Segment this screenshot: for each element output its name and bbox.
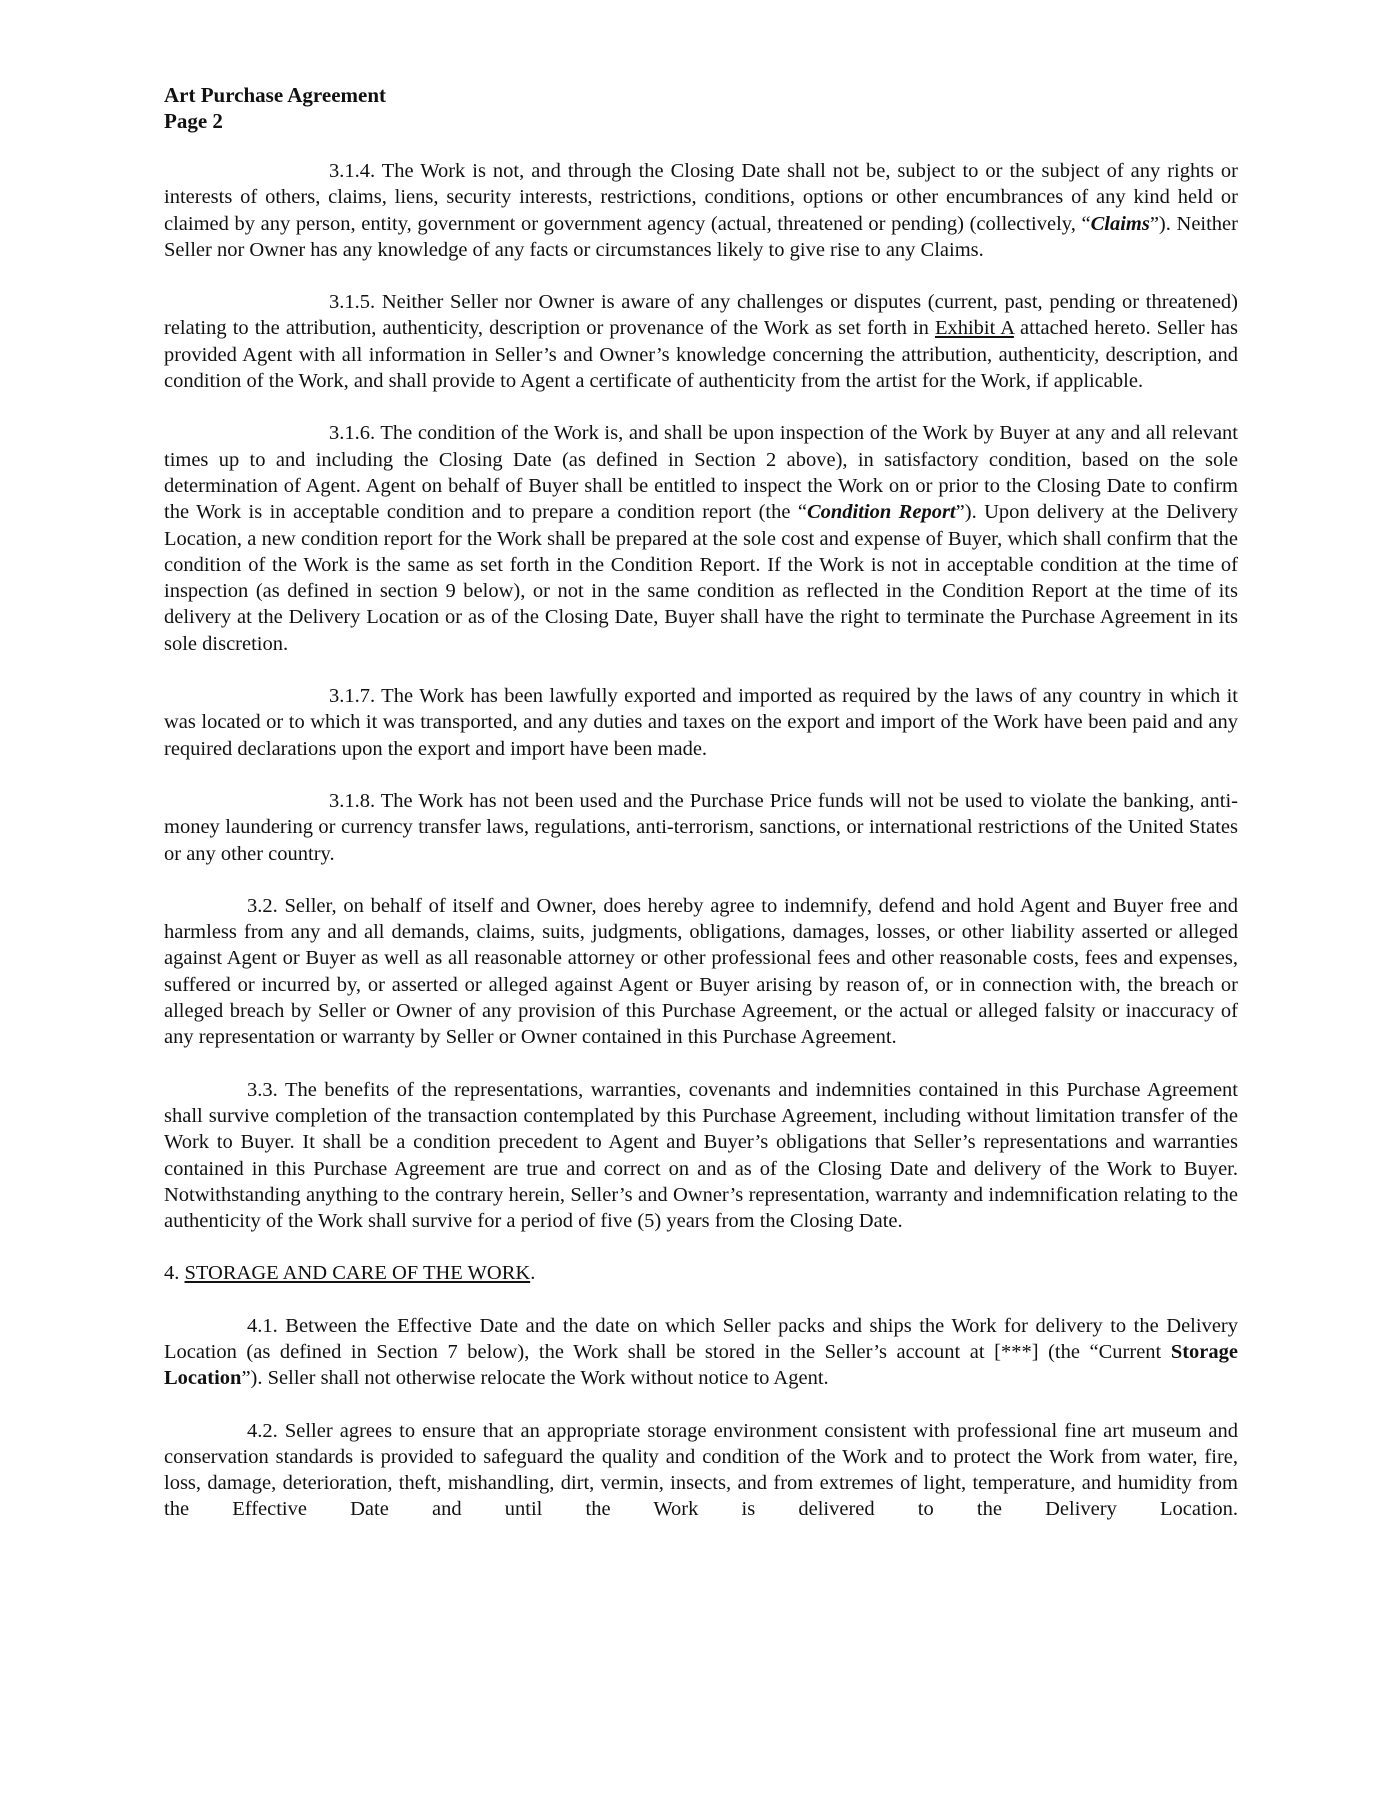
section-number: 4. bbox=[164, 1262, 180, 1285]
clause-text: The Work is not, and through the Closing Date shall not be, subject to or the subject of any rights or interests of others, claims, liens, security interests, restrictions, conditions, options or other encumbrances of any kind held or claimed by any person, entity, government or government agency (actual, threatened or pending) (collectively, “ bbox=[164, 160, 1238, 235]
clause-number: 4.1. bbox=[247, 1314, 278, 1337]
document-page bbox=[164, 82, 1238, 1523]
section-title-trail: . bbox=[530, 1262, 536, 1285]
clause-text: The Work has been lawfully exported and imported as required by the laws of any country in which it was located or to which it was transported, and any duties and taxes on the export and import of the Work have been paid and any required declarations upon the export and import have been made. bbox=[164, 685, 1238, 760]
clause-text: Seller agrees to ensure that an appropriate storage environment consistent with professional fine art museum and conservation standards is provided to safeguard the quality and condition of the Work and to protect the Work from water, fire, loss, damage, deterioration, theft, mishandling, dirt, vermin, insects, and from extremes of light, temperature, and humidity from the Effective Date and until the Work is delivered to the Delivery Location. bbox=[164, 1419, 1239, 1521]
defined-term-condition-report: Condition Report bbox=[806, 501, 956, 524]
clause-3-1-4 bbox=[164, 158, 1238, 263]
section-title: STORAGE AND CARE OF THE WORK bbox=[184, 1262, 531, 1285]
clause-3-2 bbox=[164, 893, 1238, 1051]
clause-number: 3.1.7. bbox=[329, 685, 376, 708]
page-number: Page 2 bbox=[164, 109, 223, 133]
clause-number: 3.1.5. bbox=[329, 291, 376, 314]
clause-number: 4.2. bbox=[247, 1419, 278, 1442]
clause-text: The Work has not been used and the Purchase Price funds will not be used to violate the banking, anti-money laundering or currency transfer laws, regulations, anti-terrorism, sanctions, or international restrictions of the United States or any other country. bbox=[164, 789, 1238, 865]
clause-text: ”). Seller shall not otherwise relocate the Work without notice to Agent. bbox=[241, 1367, 829, 1390]
clause-text: Neither Seller nor Owner is aware of any challenges or disputes (current, past, pending or threatened) relating to the attribution, authenticity, description or provenance of the Work as set forth in bbox=[164, 291, 1238, 340]
clause-text: attached hereto. Seller has provided Agent with all information in Seller’s and Owner’s knowledge concerning the attribution, authenticity, description, and condition of the Work, and shall provide to Agent a certificate of authenticity from the artist for the Work, if applicable. bbox=[164, 317, 1239, 393]
clause-number: 3.1.4. bbox=[329, 160, 376, 182]
clause-text: Seller, on behalf of itself and Owner, does hereby agree to indemnify, defend and hold Agent and Buyer free and harmless from any and all demands, claims, suits, judgments, obligations, damages, losses, or other liability asserted or alleged against Agent or Buyer as well as all reasonable attorney or other professional fees and other reasonable costs, fees and expenses, suffered or incurred by, or asserted or alleged against Agent or Buyer arising by reason of, or in connection with, the breach or alleged breach by Seller or Owner of any provision of this Purchase Agreement, or the actual or alleged falsity or inaccuracy of any representation or warranty by Seller or Owner contained in this Purchase Agreement. bbox=[164, 894, 1238, 1049]
clause-4-2 bbox=[164, 1418, 1238, 1523]
clause-text: Between the Effective Date and the date on which Seller packs and ships the Work for delivery to the Delivery Location (as defined in Section 7 below), the Work shall be stored in the Seller’s account at [***] (the “Current bbox=[164, 1314, 1238, 1363]
section-4-heading bbox=[164, 1260, 1238, 1286]
clause-4-1 bbox=[164, 1313, 1238, 1392]
clause-3-3 bbox=[164, 1077, 1238, 1235]
clause-text: ”). Neither Seller nor Owner has any knowledge of any facts or circumstances likely to give rise to any Claims. bbox=[164, 212, 1238, 261]
document-title: Art Purchase Agreement bbox=[164, 83, 386, 107]
clause-text: The condition of the Work is, and shall be upon inspection of the Work by Buyer at any and all relevant times up to and including the Closing Date (as defined in Section 2 above), in satisfactory condition, based on the sole determination of Agent. Agent on behalf of Buyer shall be entitled to inspect the Work on or prior to the Closing Date to confirm the Work is in acceptable condition and to prepare a condition report (the “ bbox=[164, 422, 1238, 524]
clause-number: 3.3. bbox=[247, 1078, 278, 1101]
defined-term-storage-location: Storage Location bbox=[164, 1340, 1238, 1390]
clause-3-1-6 bbox=[164, 420, 1238, 657]
clause-3-1-5 bbox=[164, 289, 1238, 394]
defined-term-claims: Claims bbox=[1090, 212, 1150, 235]
clause-number: 3.1.6. bbox=[329, 422, 376, 445]
clause-text: ”). Upon delivery at the Delivery Location, a new condition report for the Work shall be prepared at the sole cost and expense of Buyer, which shall confirm that the condition of the Work is the same as set forth in the Condition Report. If the Work is not in acceptable condition at the time of inspection (as defined in section 9 below), or not in the same condition as reflected in the Condition Report at the time of its delivery at the Delivery Location or as of the Closing Date, Buyer shall have the right to terminate the Purchase Agreement in its sole discretion. bbox=[164, 501, 1238, 655]
clause-number: 3.1.8. bbox=[329, 789, 376, 812]
clause-text: The benefits of the representations, warranties, covenants and indemnities contained in this Purchase Agreement shall survive completion of the transaction contemplated by this Purchase Agreement, including without limitation transfer of the Work to Buyer. It shall be a condition precedent to Agent and Buyer’s obligations that Seller’s representations and warranties contained in this Purchase Agreement are true and correct on and as of the Closing Date and delivery of the Work to Buyer. Notwithstanding anything to the contrary herein, Seller’s and Owner’s representation, warranty and indemnification relating to the authenticity of the Work shall survive for a period of five (5) years from the Closing Date. bbox=[164, 1078, 1239, 1233]
page-header bbox=[164, 82, 1238, 134]
clause-3-1-8 bbox=[164, 788, 1238, 867]
exhibit-a-reference: Exhibit A bbox=[934, 317, 1014, 340]
clause-number: 3.2. bbox=[247, 894, 278, 917]
clause-3-1-7 bbox=[164, 683, 1238, 762]
